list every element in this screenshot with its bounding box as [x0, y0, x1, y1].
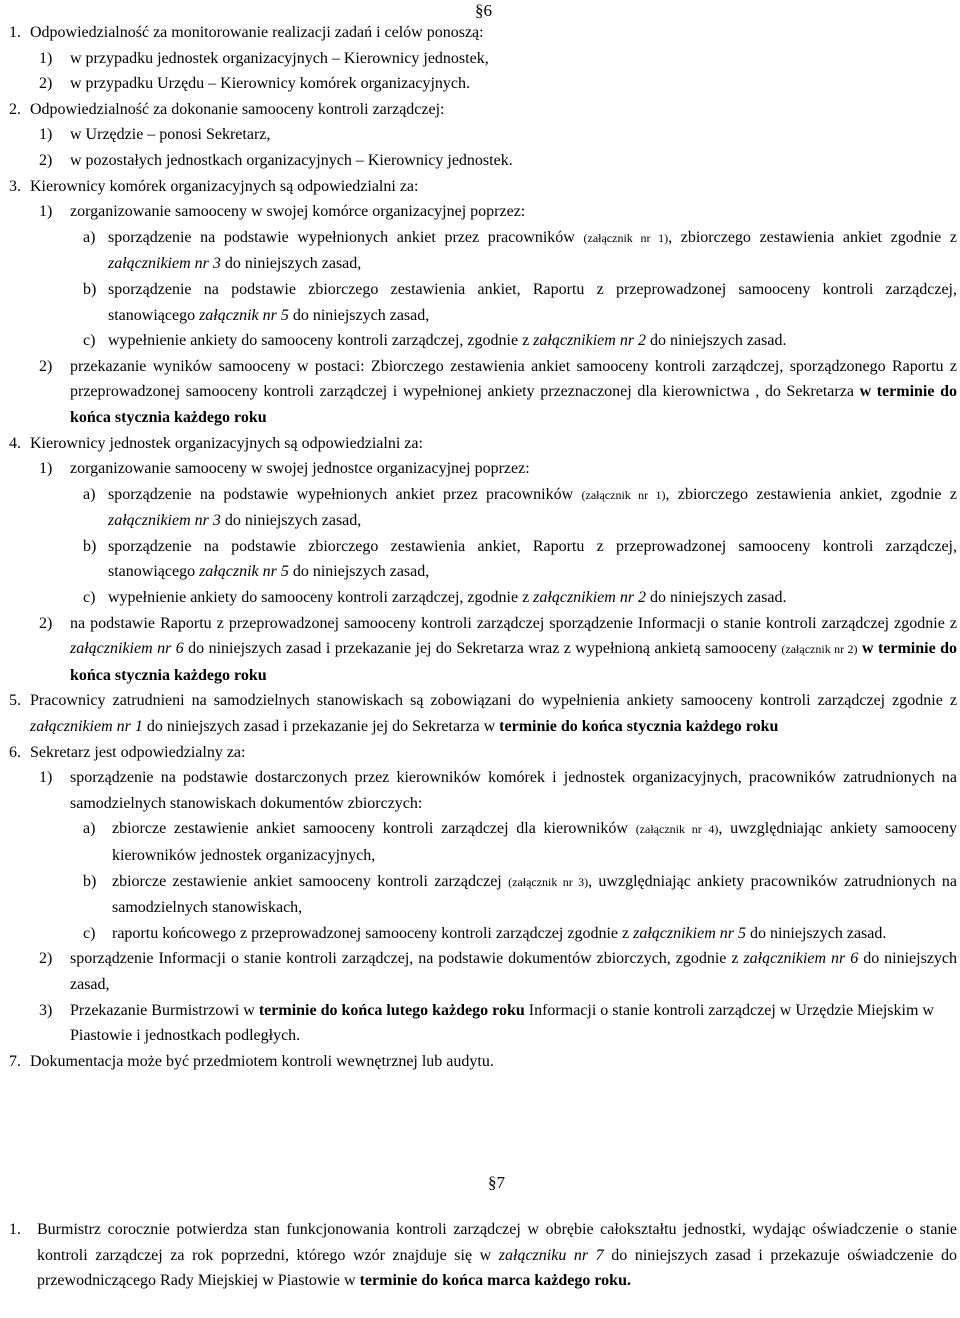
deadline-bold: terminie do końca lutego każdego roku: [258, 1001, 525, 1019]
paragraph-text: Dokumentacja może być przedmiotem kontroli wewnętrznej lub audytu.: [30, 1052, 494, 1070]
list-number: 1): [39, 769, 53, 787]
list-number: 2): [39, 614, 53, 632]
list-text: w przypadku Urzędu – Kierownicy komórek organizacyjnych.: [70, 75, 471, 93]
list-number: 1): [39, 203, 53, 221]
paragraph-1: [0, 20, 960, 97]
text-run: do niniejszych zasad i przekazanie jej do Sekretarza wraz z wypełnioną ankietą samooceny: [183, 640, 782, 658]
text-run: , zbiorczego zestawienia ankiet, zgodnie z: [665, 485, 957, 503]
list-text: sporządzenie na podstawie dostarczonych przez kierowników komórek i jednostek organizacyjnych, pracowników zatrudnionych na samodzielnych stanowiskach dokumentów zbiorczych:: [70, 769, 957, 812]
text-run: sporządzenie Informacji o stanie kontroli zarządczej, na podstawie dokumentów zbiorczych, zgodnie z: [70, 950, 744, 968]
sub-item-letter: a): [83, 485, 96, 503]
text-run: do niniejszych zasad.: [646, 332, 787, 350]
sub-item-text: [108, 534, 960, 585]
list-number: 1): [39, 126, 53, 144]
annex-ref: (załącznik nr 4): [635, 822, 719, 837]
annex-ref-italic: załącznikiem nr 3: [108, 512, 221, 530]
text-run: do niniejszych zasad,: [288, 563, 430, 581]
list-item: [0, 765, 960, 816]
paragraph-number: 2.: [9, 100, 21, 118]
paragraph-4: [0, 431, 960, 689]
annex-ref-italic: załącznikiem nr 5: [633, 924, 746, 942]
sub-item-text: [108, 328, 960, 354]
section-7-body: [0, 1217, 960, 1294]
deadline-bold: w terminie do końca stycznia każdego roku: [70, 383, 957, 426]
sub-item-b: [0, 534, 960, 585]
deadline-bold: terminie do końca stycznia każdego roku: [499, 718, 779, 736]
paragraph-number: 4.: [9, 434, 21, 452]
annex-ref: (załącznik nr 2): [781, 642, 858, 657]
paragraph-number: 1.: [9, 24, 21, 41]
text-run: zbiorcze zestawienie ankiet samooceny kontroli zarządczej: [112, 872, 509, 890]
annex-ref-italic: załącznikiem nr 2: [533, 589, 647, 607]
sub-item-letter: c): [83, 332, 96, 350]
annex-ref-italic: załącznikiem nr 1: [30, 718, 143, 736]
paragraph-text: Kierownicy jednostek organizacyjnych są odpowiedzialni za:: [30, 434, 423, 452]
sub-item-a: [0, 816, 960, 868]
annex-ref-italic: załącznikiem nr 3: [108, 255, 221, 273]
sub-item-text: [108, 277, 960, 328]
paragraph-1: [0, 1217, 960, 1294]
annex-ref-italic: załącznikiem nr 6: [743, 950, 859, 968]
list-item: [0, 199, 960, 225]
sub-item-letter: b): [83, 537, 97, 555]
paragraph-text: Odpowiedzialność za dokonanie samooceny kontroli zarządczej:: [30, 100, 445, 118]
text-run: Burmistrz corocznie potwierdza stan funkcjonowania kontroli zarządczej w obrębie całokształtu jednostki, wydając oświadczenie o stanie kontroli zarządczej za rok poprzedni, którego wzór znajduje się w: [37, 1221, 957, 1264]
sub-item-b: [0, 869, 960, 921]
text-run: , uwzględniając ankiety pracowników zatrudnionych na samodzielnych stanowiskach,: [112, 872, 957, 917]
list-text: [70, 611, 960, 689]
text-run: zbiorcze zestawienie ankiet samooceny kontroli zarządczej dla kierowników: [112, 820, 636, 838]
annex-ref: (załącznik nr 1): [583, 230, 669, 245]
sub-item-letter: c): [83, 924, 96, 942]
sub-item-letter: a): [83, 228, 96, 246]
sub-item-letter: b): [83, 280, 97, 298]
paragraph-number: 6.: [9, 743, 21, 761]
text-run: do niniejszych zasad,: [220, 255, 362, 273]
sub-item-text: [112, 816, 960, 868]
list-text: [70, 998, 960, 1049]
text-run: do niniejszych zasad.: [646, 589, 787, 607]
list-text: w Urzędzie – ponosi Sekretarz,: [70, 126, 271, 144]
list-number: 2): [39, 151, 53, 169]
text-run: sporządzenie na podstawie zbiorczego zestawienia ankiet, Raportu z przeprowadzonej samooceny kontroli zarządczej, stanowiącego: [108, 537, 957, 581]
sub-item-c: [0, 921, 960, 947]
list-text: w pozostałych jednostkach organizacyjnych – Kierownicy jednostek.: [70, 151, 513, 169]
text-run: do niniejszych zasad,: [220, 512, 362, 530]
sub-item-c: [0, 585, 960, 611]
text-run: do niniejszych zasad,: [288, 306, 430, 324]
paragraph-text: Odpowiedzialność za monitorowanie realizacji zadań i celów ponoszą:: [30, 24, 484, 41]
list-item: [0, 354, 960, 431]
sub-item-c: [0, 328, 960, 354]
section-7-heading: §7: [488, 1173, 505, 1192]
list-text: zorganizowanie samooceny w swojej jednostce organizacyjnej poprzez:: [70, 460, 530, 478]
section-6-body: [0, 20, 960, 1074]
list-item: [0, 946, 960, 997]
list-number: 1): [39, 49, 53, 67]
text-run: Przekazanie Burmistrzowi w: [70, 1001, 259, 1019]
list-text: zorganizowanie samooceny w swojej komórce organizacyjnej poprzez:: [70, 203, 526, 221]
list-number: 2): [39, 357, 53, 375]
list-text: w przypadku jednostek organizacyjnych – Kierownicy jednostek,: [70, 49, 489, 67]
sub-item-letter: c): [83, 589, 96, 607]
sub-item-a: [0, 225, 960, 277]
paragraph-6: [0, 740, 960, 1049]
paragraph-5: [0, 688, 960, 739]
text-run: wypełnienie ankiety do samooceny kontroli zarządczej, zgodnie z: [108, 589, 534, 607]
text-run: do niniejszych zasad,: [70, 950, 958, 993]
paragraph-number: 1.: [9, 1221, 21, 1238]
sub-item-text: [112, 921, 960, 947]
sub-item-text: [112, 869, 960, 921]
text-run: do niniejszych zasad.: [745, 924, 887, 942]
paragraph-number: 5.: [9, 692, 21, 710]
text-run: do niniejszych zasad i przekazanie jej do Sekretarza w: [142, 718, 500, 736]
deadline-bold: w terminie do końca stycznia każdego roku: [70, 640, 958, 684]
text-run: , zbiorczego zestawienia ankiet zgodnie z: [668, 228, 957, 246]
deadline-bold: terminie do końca marca każdego roku.: [359, 1272, 631, 1290]
annex-ref-italic: załącznik nr 5: [199, 306, 289, 324]
paragraph-7: [0, 1049, 960, 1075]
list-number: 2): [39, 75, 53, 93]
paragraph-text: [30, 688, 960, 739]
sub-item-letter: a): [83, 820, 96, 838]
list-item: [0, 71, 960, 97]
annex-ref-italic: załącznikiem nr 6: [70, 640, 184, 658]
sub-item-text: [108, 482, 960, 534]
annex-ref: (załącznik nr 3): [508, 874, 589, 889]
text-run: Informacji o stanie kontroli zarządczej w Urzędzie Miejskim w Piastowie i jednostkach podległych.: [70, 1001, 934, 1045]
list-text: [70, 946, 960, 997]
text-run: do niniejszych zasad i przekazuje oświadczenie do przewodniczącego Rady Miejskiej w Piastowie w: [37, 1246, 957, 1290]
list-item: [0, 998, 960, 1049]
sub-item-b: [0, 277, 960, 328]
text-run: , uwzględniając ankiety samooceny kierowników jednostek organizacyjnych,: [112, 820, 958, 864]
list-item: [0, 148, 960, 174]
sub-item-letter: b): [83, 872, 97, 890]
text-run: raportu końcowego z przeprowadzonej samooceny kontroli zarządczej zgodnie z: [112, 924, 634, 942]
list-number: 1): [39, 460, 53, 478]
text-run: sporządzenie na podstawie wypełnionych ankiet przez pracowników: [108, 485, 582, 503]
list-item: [0, 456, 960, 482]
list-number: 3): [39, 1001, 53, 1019]
paragraph-number: 7.: [9, 1052, 21, 1070]
annex-ref-italic: załącznik nr 5: [199, 563, 289, 581]
paragraph-text: Sekretarz jest odpowiedzialny za:: [30, 743, 246, 761]
annex-ref-italic: załączniku nr 7: [498, 1246, 604, 1264]
list-item: [0, 611, 960, 689]
text-run: przekazanie wyników samooceny w postaci: Zbiorczego zestawienia ankiet samooceny kontroli zarządczej, sporządzonego Raportu z przeprowadzonej samooceny kontroli zarządczej i wypełnionej ankiety przeznaczonej dla kierownictwa , do Sekretarza: [70, 357, 957, 401]
annex-ref: (załącznik nr 1): [581, 487, 666, 502]
text-run: sporządzenie na podstawie zbiorczego zestawienia ankiet, Raportu z przeprowadzonej samooceny kontroli zarządczej, stanowiącego: [108, 280, 957, 324]
paragraph-text: [37, 1217, 960, 1294]
paragraph-3: [0, 174, 960, 431]
paragraph-number: 3.: [9, 177, 21, 195]
list-item: [0, 46, 960, 72]
sub-item-text: [108, 225, 960, 277]
list-number: 2): [39, 950, 53, 968]
list-item: [0, 122, 960, 148]
list-text: [70, 354, 960, 431]
paragraph-text: Kierownicy komórek organizacyjnych są odpowiedzialni za:: [30, 177, 419, 195]
text-run: na podstawie Raportu z przeprowadzonej samooceny kontroli zarządczej sporządzenie Informacji o stanie kontroli zarządczej zgodnie z: [70, 614, 957, 632]
section-6-heading: §6: [475, 1, 492, 20]
sub-item-a: [0, 482, 960, 534]
text-run: wypełnienie ankiety do samooceny kontroli zarządczej, zgodnie z: [108, 332, 534, 350]
paragraph-2: [0, 97, 960, 174]
text-run: sporządzenie na podstawie wypełnionych ankiet przez pracowników: [108, 228, 584, 246]
sub-item-text: [108, 585, 960, 611]
text-run: Pracownicy zatrudnieni na samodzielnych stanowiskach są zobowiązani do wypełnienia ankiety samooceny kontroli zarządczej zgodnie z: [30, 692, 957, 710]
annex-ref-italic: załącznikiem nr 2: [533, 332, 647, 350]
